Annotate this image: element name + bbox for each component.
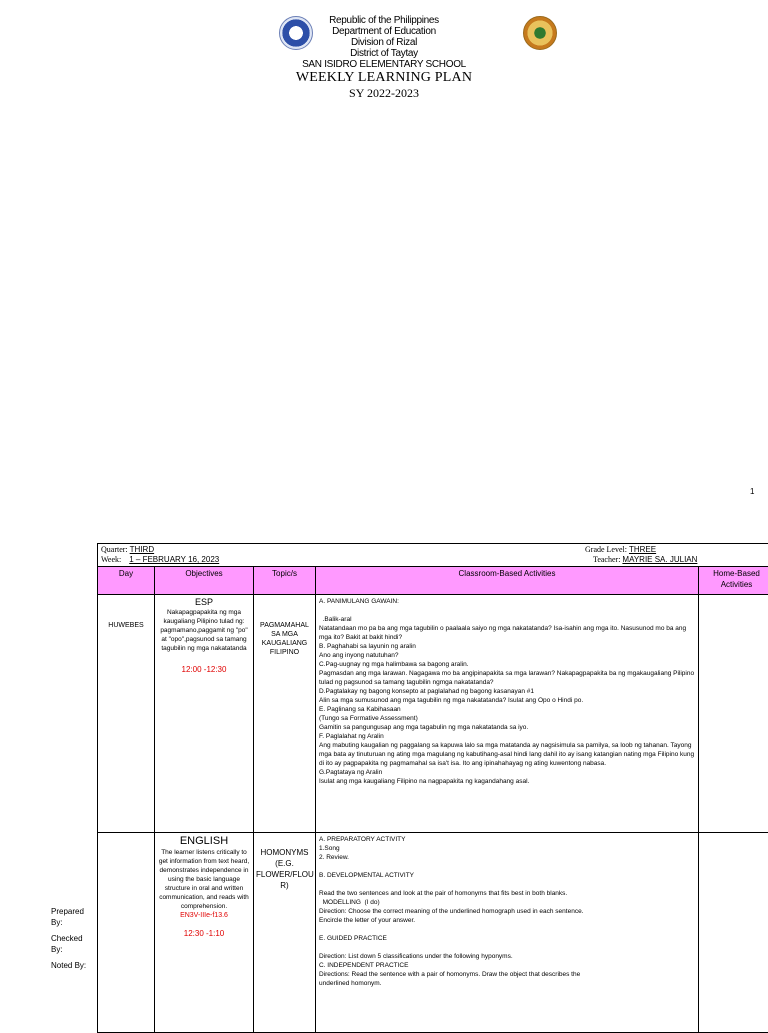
day-value: HUWEBES xyxy=(108,622,143,629)
grade-label: Grade Level: xyxy=(585,545,627,554)
activity-line: .Balik-aral xyxy=(319,615,695,624)
activity-line: E. GUIDED PRACTICE xyxy=(319,934,695,943)
activity-line: Direction: List down 5 classifications under the following hyponyms. xyxy=(319,952,695,961)
topic-cell xyxy=(254,833,316,1033)
subject-name: ENGLISH xyxy=(158,835,250,848)
header-home-activities: Home-Based Activities xyxy=(699,567,768,595)
teacher-label: Teacher: xyxy=(593,555,620,564)
header-line: Division of Rizal xyxy=(0,37,768,48)
activity-line: Natatandaan mo pa ba ang mga tagubilin o paalaala saiyo ng mga nakatatanda? Isa-isahin ang mga ito. Nasusunod mo ba ang mga ito? Bakit at bakit hindi? xyxy=(319,624,695,642)
classroom-activities-cell xyxy=(316,833,699,1033)
activity-line: Pagmasdan ang mga larawan. Nagagawa mo ba angipinapakita sa mga larawan? Nakapagpapakita ba ng mgakaugaliang Pilipino tulad ng pagsunod sa tamang tagubilin ngmga nakatatanda? xyxy=(319,669,695,687)
day-cell xyxy=(98,595,155,833)
table-row xyxy=(98,833,768,1033)
objectives-cell xyxy=(155,833,254,1033)
teacher-value: MAYRIE SA. JULIAN xyxy=(622,555,697,564)
day-cell xyxy=(98,833,155,1033)
page-number: 1 xyxy=(750,487,754,496)
header-topics: Topic/s xyxy=(254,567,316,595)
activity-line: 1.Song xyxy=(319,844,695,853)
week-value: 1 – FEBRUARY 16, 2023 xyxy=(129,555,219,564)
activity-line: MODELLING (I do) xyxy=(319,898,695,907)
activity-line: C. INDEPENDENT PRACTICE xyxy=(319,961,695,970)
activity-line xyxy=(319,862,695,871)
activity-line xyxy=(319,943,695,952)
activity-line xyxy=(319,606,695,615)
activity-line: E. Paglinang sa Kabihasaan xyxy=(319,705,695,714)
activity-line: G.Pagtataya ng Aralin xyxy=(319,768,695,777)
topic-text: HOMONYMS (E.G. FLOWER/FLOU R) xyxy=(256,847,313,891)
classroom-activities-cell xyxy=(316,595,699,833)
week-row xyxy=(101,555,219,565)
activity-line xyxy=(319,880,695,889)
header-objectives: Objectives xyxy=(155,567,254,595)
activity-line: Isulat ang mga kaugaliang Filipino na nagpapakita ng kagandahang asal. xyxy=(319,777,695,786)
activity-line: B. Paghahabi sa layunin ng aralin xyxy=(319,642,695,651)
activity-line: C.Pag-uugnay ng mga halimbawa sa bagong aralin. xyxy=(319,660,695,669)
objective-text: Nakapagpapakita ng mga kaugaliang Pilipino tulad ng: pagmamano,paggamit ng "po" at "opo",pagsunod sa tamang tagubilin ng mga nakatatanda xyxy=(158,608,250,653)
activity-line: Ano ang inyong natutuhan? xyxy=(319,651,695,660)
competency-code: EN3V-IIIe-f13.6 xyxy=(158,911,250,920)
activity-line: A. PANIMULANG GAWAIN: xyxy=(319,597,695,606)
objective-text: The learner listens critically to get information from text heard, demonstrates independence in using the basic language structure in oral and written communication, and reads with comprehension. xyxy=(158,848,250,911)
grade-value: THREE xyxy=(629,545,656,554)
activity-line: F. Paglalahat ng Aralin xyxy=(319,732,695,741)
quarter-value: THIRD xyxy=(130,545,154,554)
week-label: Week: xyxy=(101,555,121,564)
activity-line: Gamitin sa pangungusap ang mga tagabulin ng mga nakatatanda sa iyo. xyxy=(319,723,695,732)
time-slot: 12:00 -12:30 xyxy=(158,665,250,674)
time-slot: 12:30 -1:10 xyxy=(158,929,250,938)
activity-line: Alin sa mga sumusunod ang mga tagubilin ng mga nakatatanda? Isulat ang Opo o Hindi po. xyxy=(319,696,695,705)
topic-text: PAGMAMAHAL SA MGA KAUGALIANG FILIPINO xyxy=(256,621,313,657)
letterhead xyxy=(0,15,768,100)
home-activities-cell xyxy=(699,833,768,1033)
header-line: Department of Education xyxy=(0,26,768,37)
header-school: SAN ISIDRO ELEMENTARY SCHOOL xyxy=(0,59,768,70)
weekly-plan-table xyxy=(97,566,768,1033)
activity-line: (Tungo sa Formative Assessment) xyxy=(319,714,695,723)
document-title: WEEKLY LEARNING PLAN xyxy=(0,70,768,86)
table-header-row xyxy=(98,567,768,595)
checked-by-label: Checked By: xyxy=(51,933,91,955)
noted-by-label: Noted By: xyxy=(51,960,95,971)
activity-line xyxy=(319,925,695,934)
activity-line: Read the two sentences and look at the pair of homonyms that fits best in both blanks. xyxy=(319,889,569,898)
school-year: SY 2022-2023 xyxy=(0,86,768,100)
activity-line: 2. Review. xyxy=(319,853,695,862)
teacher-row xyxy=(593,555,697,565)
topic-cell xyxy=(254,595,316,833)
activity-line: B. DEVELOPMENTAL ACTIVITY xyxy=(319,871,695,880)
header-classroom-activities: Classroom-Based Activities xyxy=(316,567,699,595)
activity-line: Ang mabuting kaugalian ng paggalang sa kapuwa lalo sa mga matatanda ay nagsisimula sa pamilya, sa loob ng tahanan. Tayong mga bata ay tinuturuan ng ating mga magulang ng kabutihang-asal hindi lang dahil ito ay isang katangian nating mga Filipino kung di ito ay pagpapakita ng pagmamahal sa isa't isa. Ito ang ipinahahayag ng ating kuwentong nabasa. xyxy=(319,741,695,768)
header-day: Day xyxy=(98,567,155,595)
activity-line: D.Pagtalakay ng bagong konsepto at paglalahad ng bagong kasanayan #1 xyxy=(319,687,695,696)
objectives-cell xyxy=(155,595,254,833)
grade-row xyxy=(585,545,656,555)
subject-name: ESP xyxy=(158,597,250,608)
table-row xyxy=(98,595,768,833)
home-activities-cell xyxy=(699,595,768,833)
header-line: Republic of the Philippines xyxy=(0,15,768,26)
prepared-by-label: Prepared By: xyxy=(51,906,91,928)
activity-line: A. PREPARATORY ACTIVITY xyxy=(319,835,695,844)
activity-line: Directions: Read the sentence with a pair of homonyms. Draw the object that describes the underlined homonym. xyxy=(319,970,589,988)
quarter-label: Quarter: xyxy=(101,545,128,554)
quarter-row xyxy=(101,545,154,555)
activity-line: Direction: Choose the correct meaning of the underlined homograph used in each sentence. Encircle the letter of your answer. xyxy=(319,907,589,925)
header-line: District of Taytay xyxy=(0,48,768,59)
